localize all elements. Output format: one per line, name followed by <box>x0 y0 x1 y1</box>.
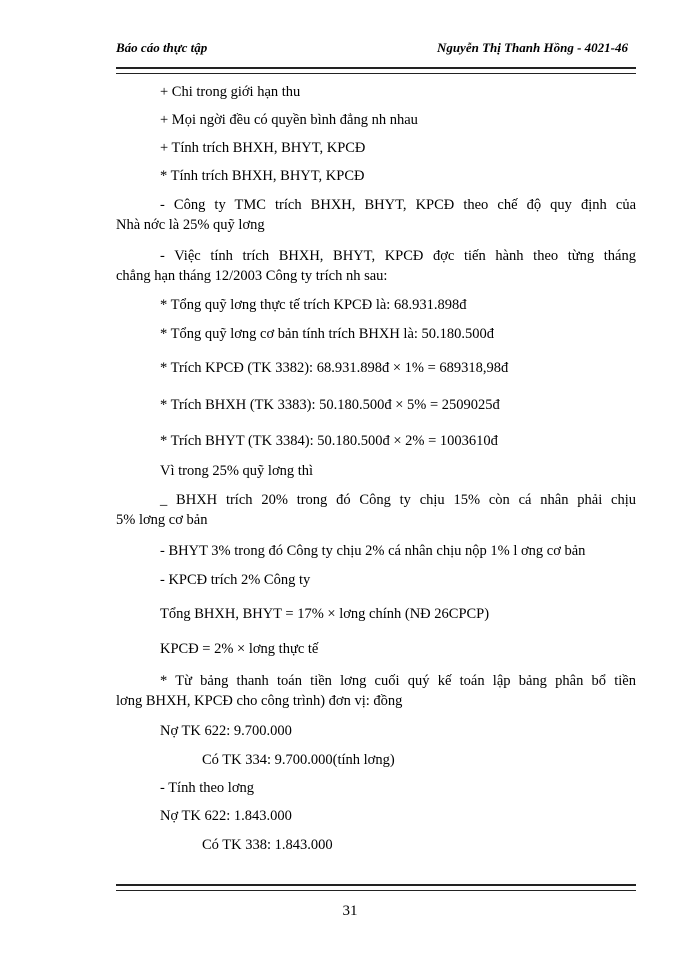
text-line: Nợ TK 622: 9.700.000 <box>160 723 292 739</box>
footer-divider <box>116 884 636 891</box>
page-header <box>116 40 636 60</box>
text-line: chẳng hạn tháng 12/2003 Công ty trích nh sau: <box>116 268 388 284</box>
text-line: - Tính theo lơng <box>160 780 254 796</box>
text-line: Nợ TK 622: 1.843.000 <box>160 808 292 824</box>
text-line: Vì trong 25% quỹ lơng thì <box>160 463 314 479</box>
text-line: * Tổng quỹ lơng cơ bản tính trích BHXH là: 50.180.500đ <box>160 326 495 342</box>
text-line: + Tính trích BHXH, BHYT, KPCĐ <box>160 140 366 156</box>
header-author: Nguyễn Thị Thanh Hồng - 4021-46 <box>436 40 628 55</box>
text-line: Tổng BHXH, BHYT = 17% × lơng chính (NĐ 26CPCP) <box>160 606 490 622</box>
text-line: - BHYT 3% trong đó Công ty chịu 2% cá nhân chịu nộp 1% l ơng cơ bản <box>160 543 586 559</box>
text-line: 5% lơng cơ bản <box>116 512 208 528</box>
text-line: - KPCĐ trích 2% Công ty <box>160 572 311 588</box>
text-line: * Từ bảng thanh toán tiền lơng cuối quý kế toán lập bảng phân bổ tiền <box>160 673 636 689</box>
text-line: * Trích KPCĐ (TK 3382): 68.931.898đ × 1% = 689318,98đ <box>160 360 509 376</box>
header-report-title: Báo cáo thực tập <box>116 40 208 55</box>
header-divider <box>116 67 636 74</box>
text-line: - Công ty TMC trích BHXH, BHYT, KPCĐ theo chế độ quy định của <box>160 197 636 213</box>
text-line: + Chi trong giới hạn thu <box>160 84 301 100</box>
text-line: Có TK 334: 9.700.000(tính lơng) <box>202 752 395 768</box>
text-line: * Trích BHXH (TK 3383): 50.180.500đ × 5% = 2509025đ <box>160 397 500 413</box>
text-line: * Trích BHYT (TK 3384): 50.180.500đ × 2% = 1003610đ <box>160 433 498 449</box>
text-line: _ BHXH trích 20% trong đó Công ty chịu 15% còn cá nhân phải chịu <box>160 492 636 508</box>
text-line: Nhà nớc là 25% quỹ lơng <box>116 217 265 233</box>
text-line: * Tổng quỹ lơng thực tế trích KPCĐ là: 68.931.898đ <box>160 297 467 313</box>
text-line: + Mọi ngời đều có quyền bình đẳng nh nhau <box>160 112 418 128</box>
text-line: KPCĐ = 2% × lơng thực tế <box>160 641 319 657</box>
text-line: lơng BHXH, KPCĐ cho công trình) đơn vị: đồng <box>116 693 403 709</box>
page-number: 31 <box>342 903 358 919</box>
text-line: Có TK 338: 1.843.000 <box>202 837 333 853</box>
text-line: * Tính trích BHXH, BHYT, KPCĐ <box>160 168 365 184</box>
text-line: - Việc tính trích BHXH, BHYT, KPCĐ đợc tiến hành theo từng tháng <box>160 248 636 264</box>
